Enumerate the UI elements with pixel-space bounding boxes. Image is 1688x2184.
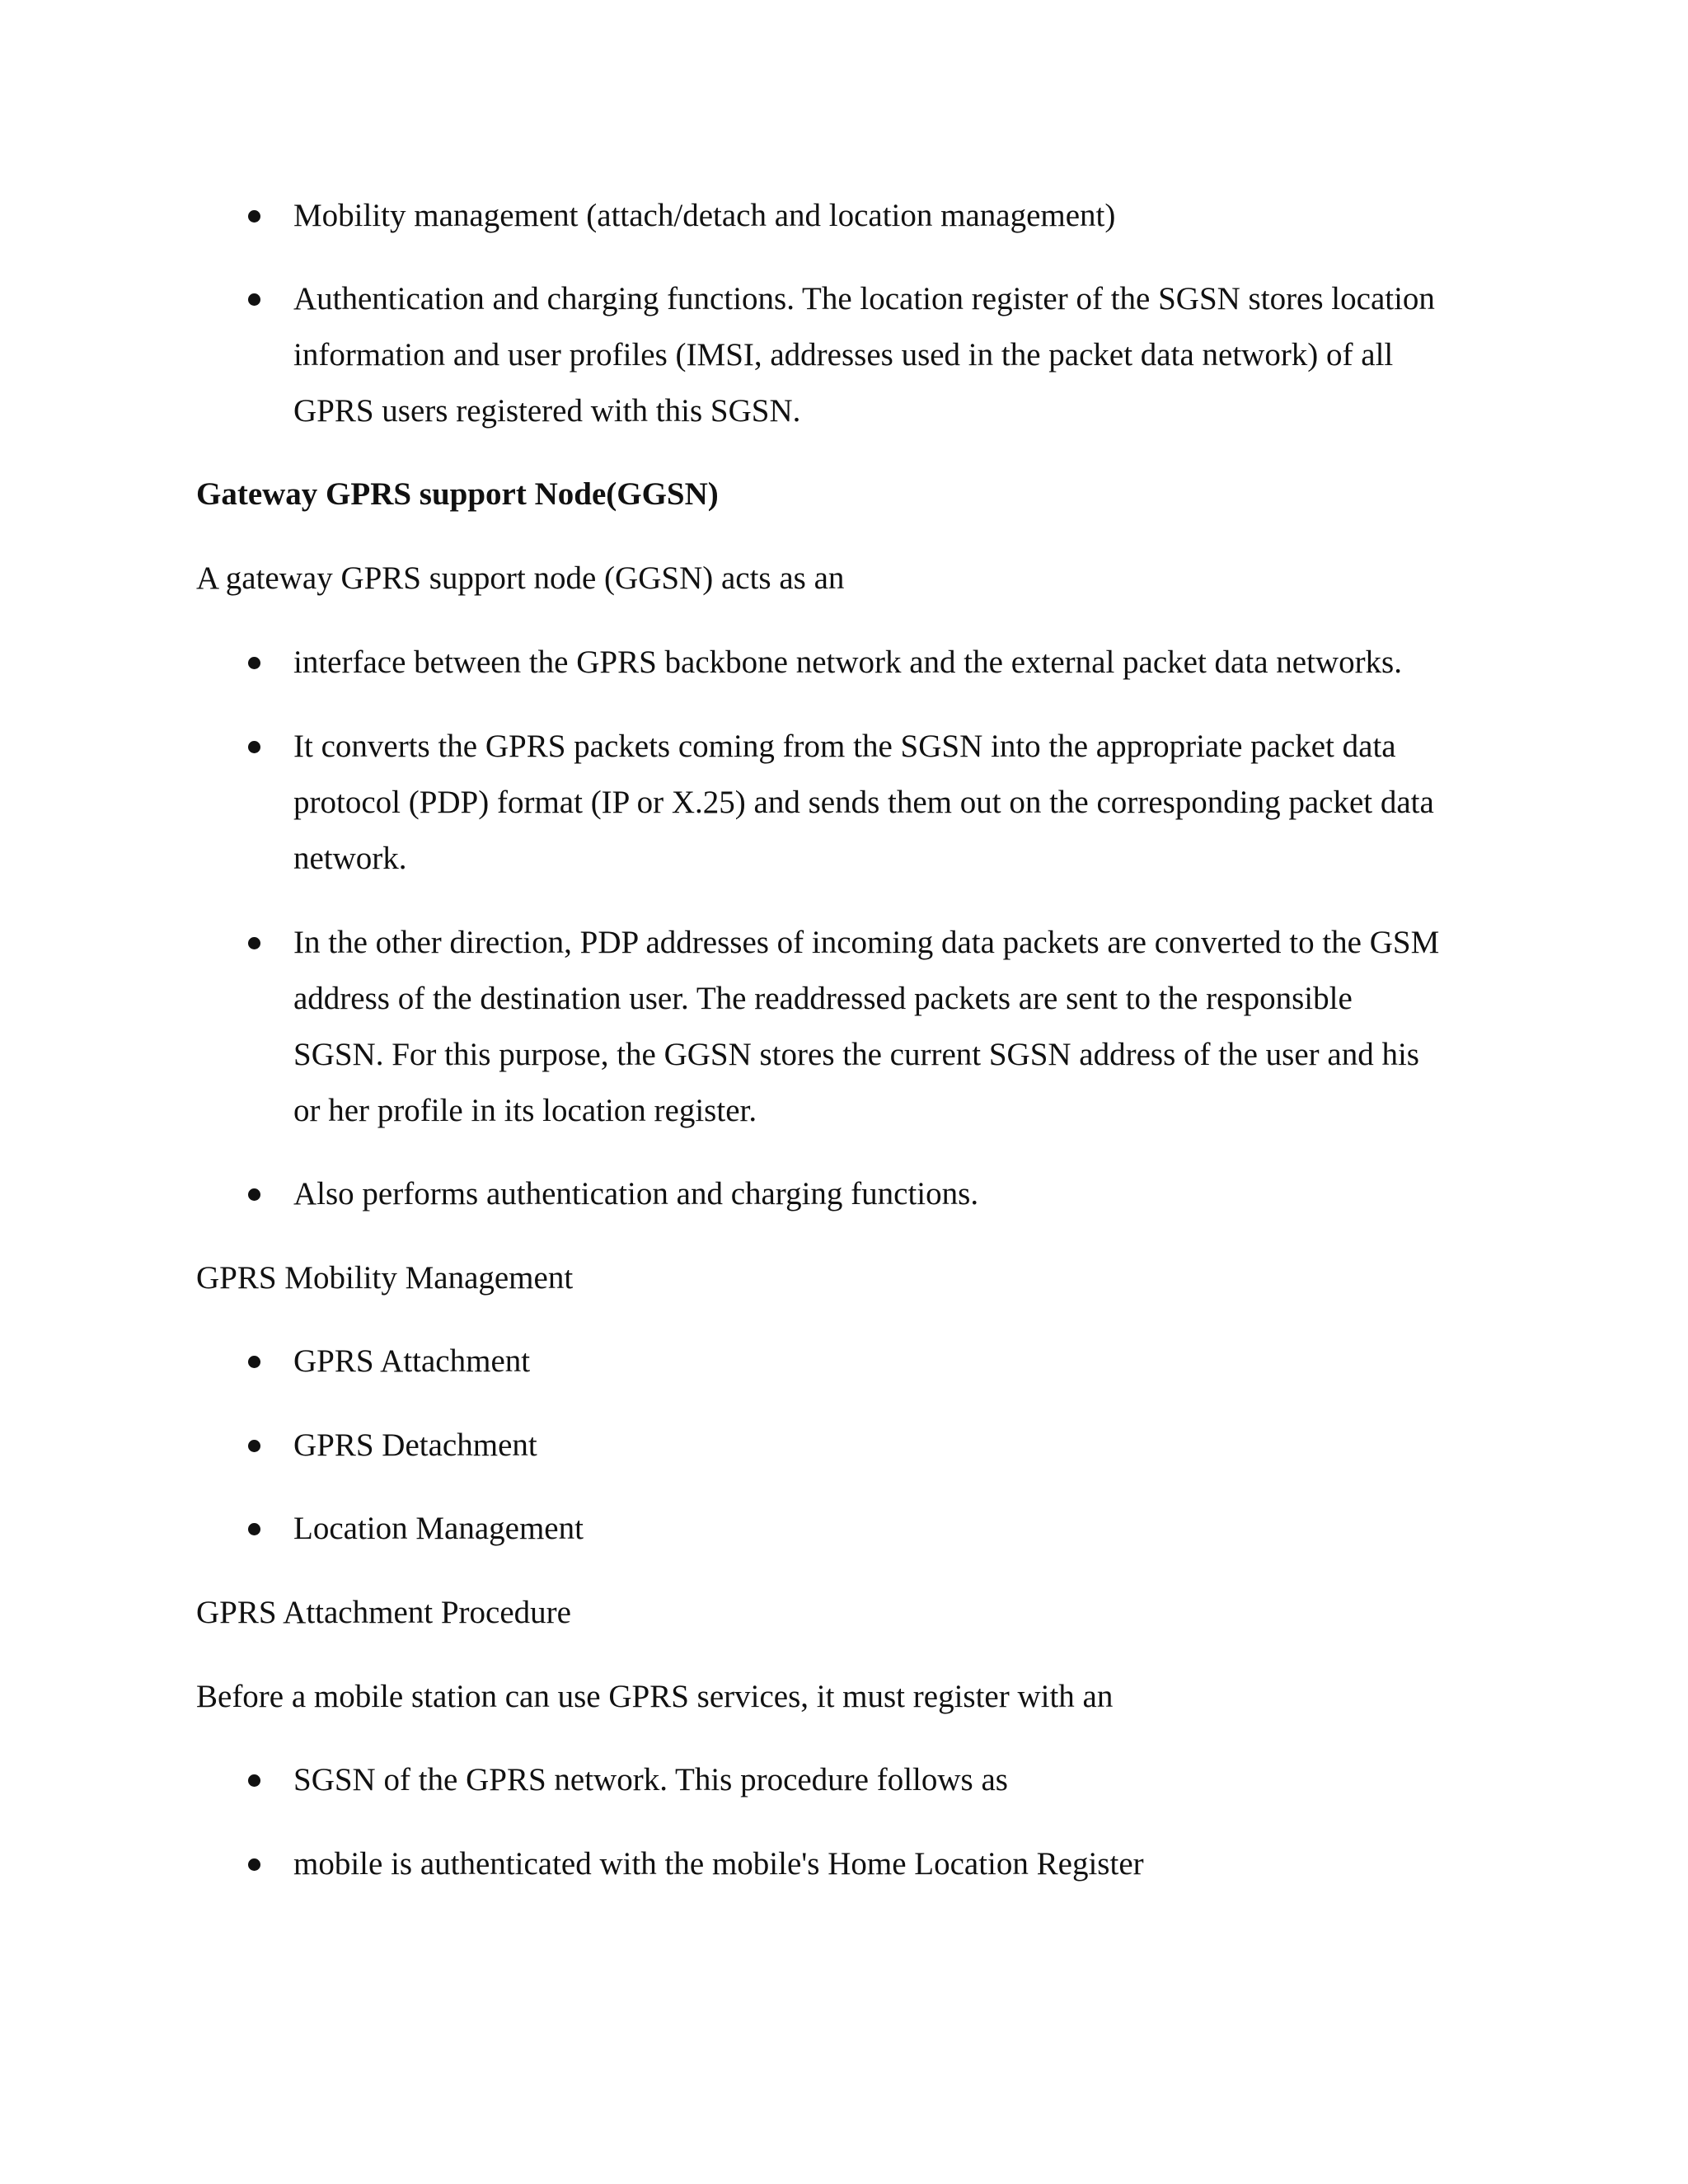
bullet-icon <box>248 1188 260 1201</box>
list-item-text: Mobility management (attach/detach and location management) <box>293 198 1116 233</box>
list-item-text: mobile is authenticated with the mobile's Home Location Register <box>293 1846 1144 1882</box>
section-heading-ggsn: Gateway GPRS support Node(GGSN) <box>196 476 719 512</box>
paragraph-ggsn-intro: A gateway GPRS support node (GGSN) acts as an <box>196 560 845 596</box>
paragraph-attach-intro: Before a mobile station can use GPRS services, it must register with an <box>196 1679 1114 1714</box>
bullet-icon <box>248 1858 260 1871</box>
list-item-text: Location Management <box>293 1511 584 1546</box>
section-heading-mobility: GPRS Mobility Management <box>196 1260 574 1296</box>
bullet-icon <box>248 293 260 306</box>
list-item-text: In the other direction, PDP addresses of incoming data packets are converted to the GSM address of the destination user. The readdressed packets are sent to the responsible SGSN. For this purpose, the GGSN stores the current SGSN address of the user and his or her profile in its location register. <box>293 925 1440 1128</box>
bullet-icon <box>248 1440 260 1452</box>
bullet-icon <box>248 1356 260 1368</box>
section-heading-attach: GPRS Attachment Procedure <box>196 1595 571 1630</box>
list-item-text: interface between the GPRS backbone network and the external packet data networks. <box>293 644 1402 680</box>
list-item-text: Also performs authentication and charging functions. <box>293 1176 979 1212</box>
bullet-icon <box>248 210 260 223</box>
bullet-icon <box>248 937 260 949</box>
bullet-icon <box>248 741 260 753</box>
bullet-icon <box>248 1523 260 1535</box>
list-item-text: GPRS Attachment <box>293 1343 531 1379</box>
list-item-text: GPRS Detachment <box>293 1427 537 1463</box>
list-item-text: Authentication and charging functions. The location register of the SGSN stores location information and user profiles (IMSI, addresses used in the packet data network) of all GPRS users registered with this SGSN. <box>293 281 1435 429</box>
list-item-text: It converts the GPRS packets coming from the SGSN into the appropriate packet data protocol (PDP) format (IP or X.25) and sends them out on the corresponding packet data network. <box>293 729 1434 876</box>
bullet-icon <box>248 1774 260 1787</box>
bullet-icon <box>248 657 260 669</box>
list-item-text: SGSN of the GPRS network. This procedure follows as <box>293 1762 1008 1797</box>
